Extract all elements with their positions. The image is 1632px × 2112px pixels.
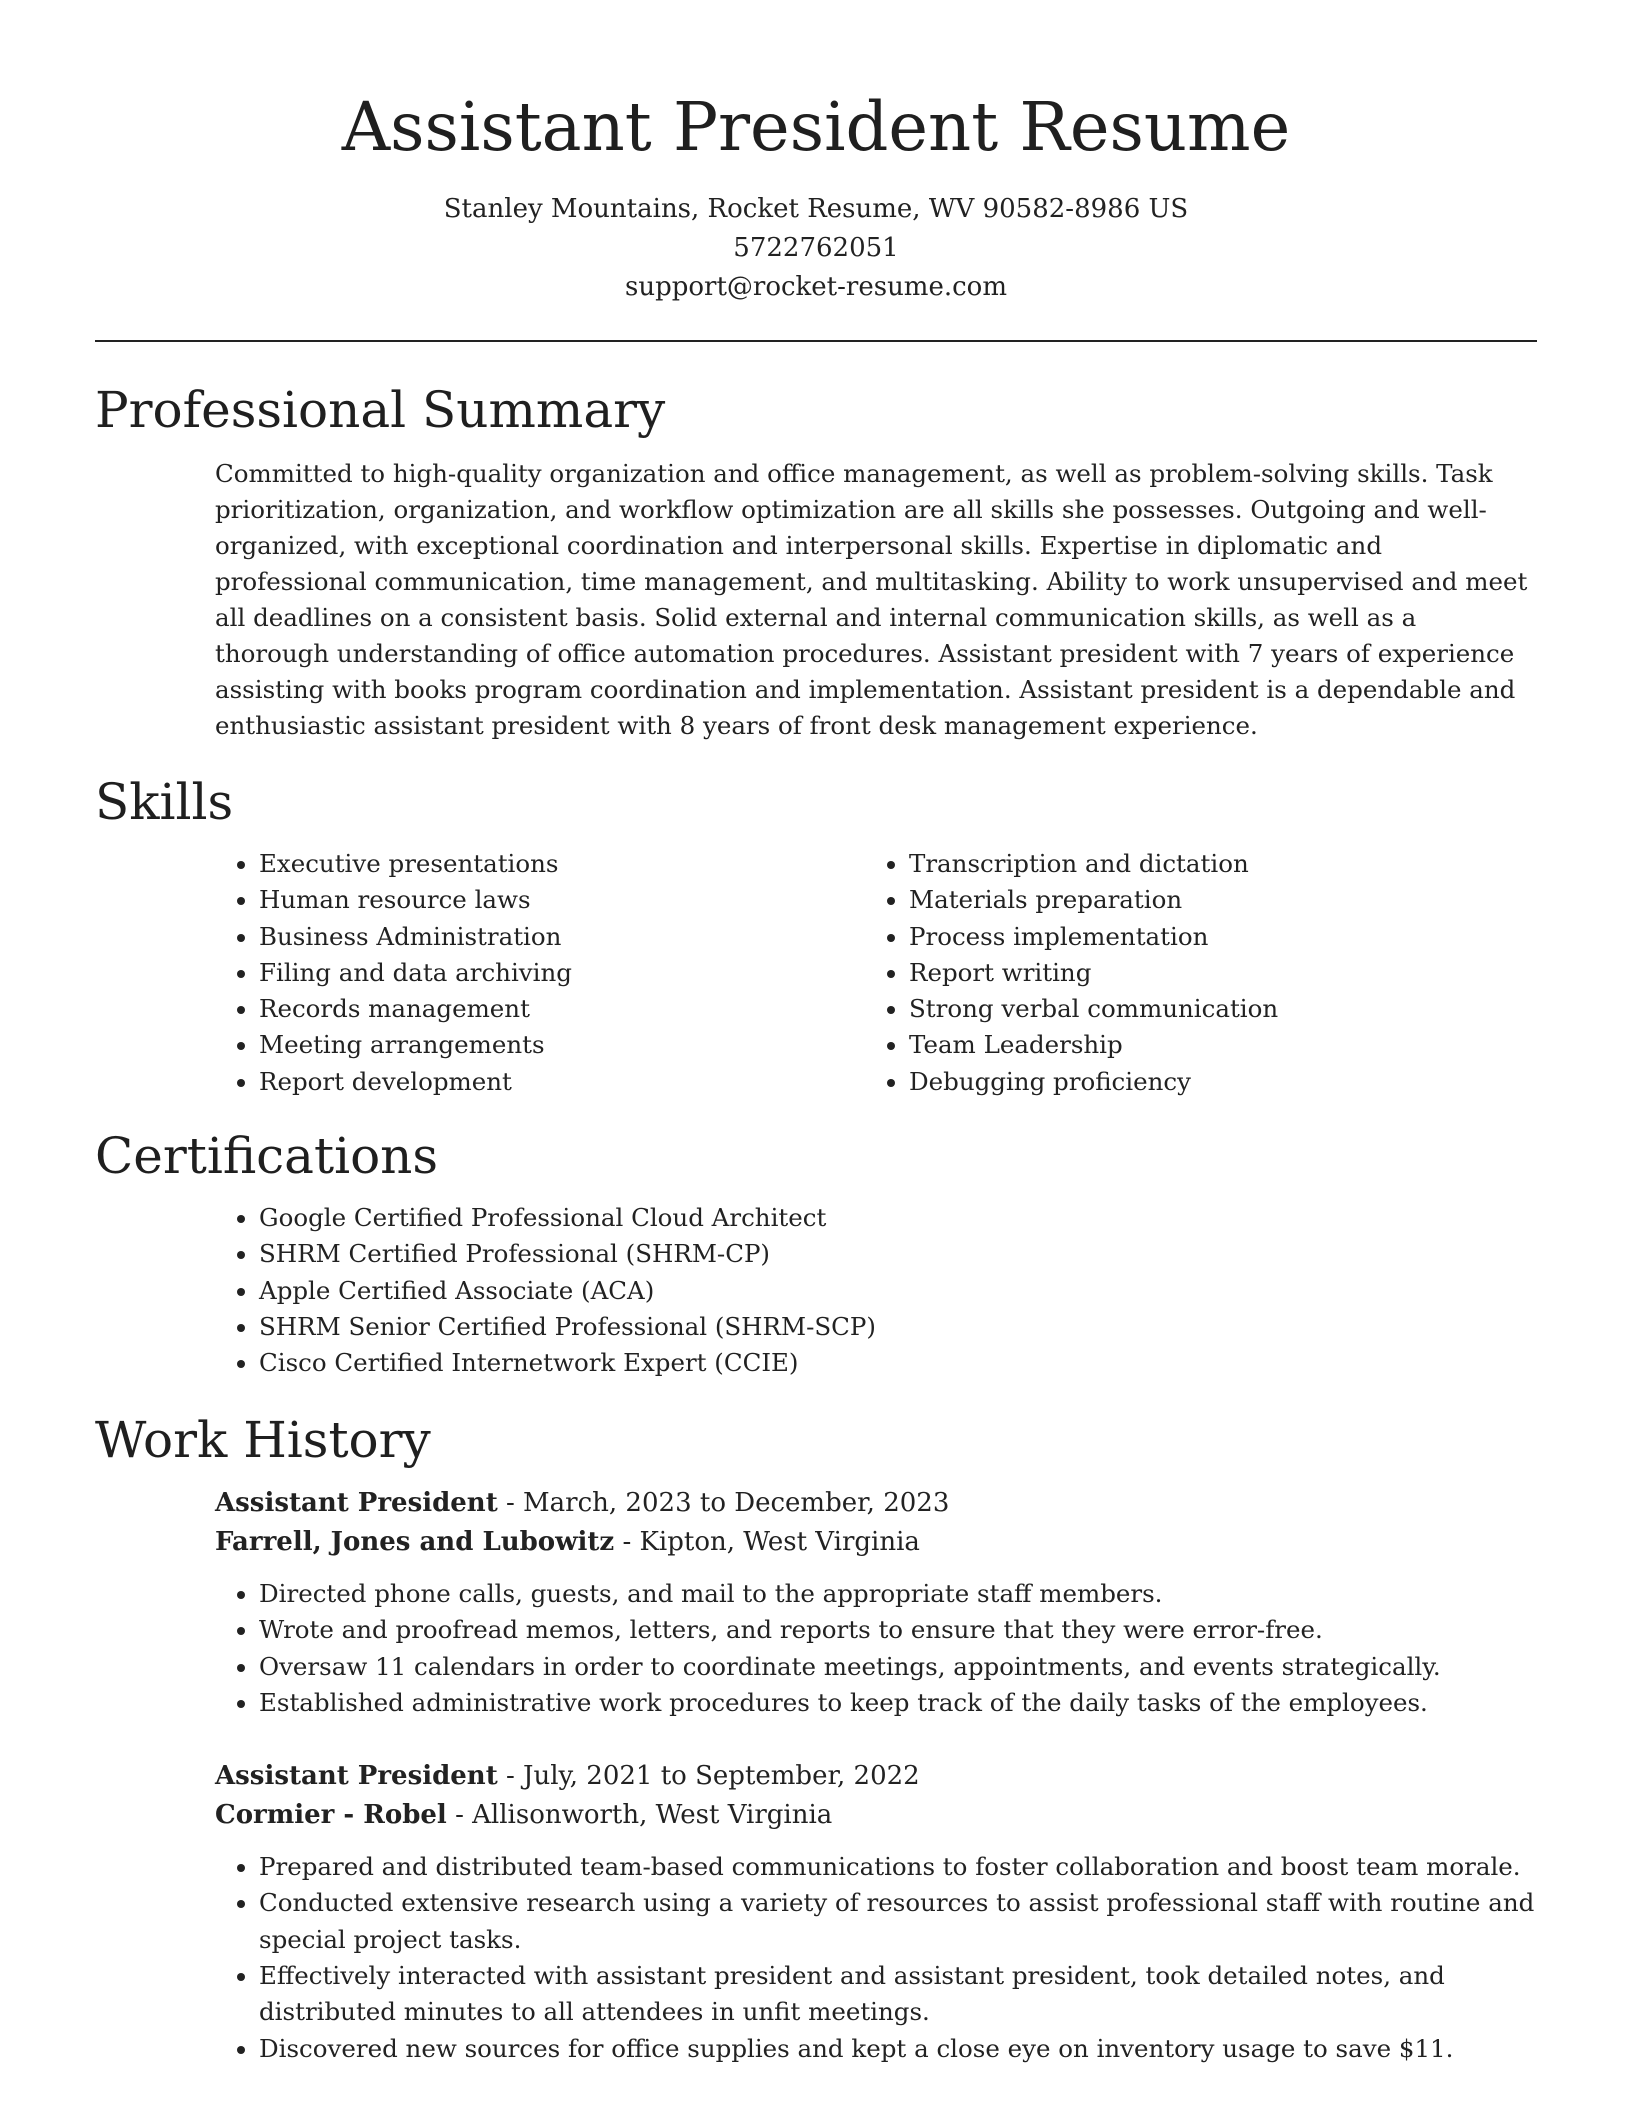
skills-list-left [215,846,865,1100]
skills-column-left [215,846,865,1100]
job-dates: - July, 2021 to September, 2022 [497,1761,920,1792]
skill-item: • Report development [259,1064,865,1100]
contact-info [0,190,1632,307]
skills-column-right [865,846,1515,1100]
contact-phone: 5722762051 [733,233,899,263]
job-duty-item: • Effectively interacted with assistant president and assistant president, took detailed notes, and distributed minutes to all attendees in unfit meetings. [259,1958,1537,2031]
skills-heading: Skills [95,773,234,831]
work-history-heading: Work History [95,1411,431,1469]
certifications-heading: Certifications [95,1127,439,1185]
job-duty-item: • Conducted extensive research using a variety of resources to assist professional staff with routine and special project tasks. [259,1885,1537,1958]
summary-text: Committed to high-quality organization and office management, as well as problem-solving skills. Task prioritization, organization, and workflow optimization are all skills she possesses. Outgoing and well-organized, with exceptional coordination and interpersonal skills. Expertise in diplomatic and professional communication, time management, and multitasking. Ability to work unsupervised and meet all deadlines on a consistent basis. Solid external and internal communication skills, as well as a thorough understanding of office automation procedures. Assistant president with 7 years of experience assisting with books program coordination and implementation. Assistant president is a dependable and enthusiastic assistant president with 8 years of front desk management experience. [215,459,1528,740]
job-dates: - March, 2023 to December, 2023 [497,1488,950,1518]
certifications-section [95,1124,1537,1381]
skill-item: • Filing and data archiving [259,955,865,991]
skill-item: • Transcription and dictation [909,846,1515,882]
contact-address: Stanley Mountains, Rocket Resume, WV 90582-8986 US [443,194,1189,224]
certification-item: • SHRM Certified Professional (SHRM-CP) [259,1236,1537,1272]
contact-email: support@rocket-resume.com [624,272,1007,302]
certifications-body [215,1200,1537,1381]
skill-item: • Materials preparation [909,882,1515,918]
skill-item: • Report writing [909,955,1515,991]
summary-section [95,378,1537,744]
skill-item: • Records management [259,991,865,1027]
job-title: Assistant President [215,1488,498,1518]
page-title: Assistant President Resume [341,88,1291,166]
work-history-body [215,1484,1537,2067]
job-title-line [215,1757,1537,1796]
job-duties-list [215,1849,1537,2067]
skills-columns [215,846,1537,1100]
skill-item: • Strong verbal communication [909,991,1515,1027]
resume-header [0,0,1632,307]
certification-item: • Google Certified Professional Cloud Architect [259,1200,1537,1236]
job-title-line [215,1484,1537,1523]
job-duty-item: • Established administrative work procedures to keep track of the daily tasks of the employees. [259,1685,1537,1721]
skill-item: • Process implementation [909,919,1515,955]
job-entry [215,1484,1537,1721]
job-company-line [215,1523,1537,1562]
job-duty-item: • Wrote and proofread memos, letters, and reports to ensure that they were error-free. [259,1612,1537,1648]
job-location: - Allisonworth, West Virginia [446,1800,833,1831]
job-duty-item: • Oversaw 11 calendars in order to coordinate meetings, appointments, and events strategically. [259,1649,1537,1685]
skill-item: • Team Leadership [909,1027,1515,1063]
job-company-line [215,1796,1537,1835]
certifications-list [215,1200,1537,1381]
job-duty-item: • Discovered new sources for office supplies and kept a close eye on inventory usage to save $11. [259,2031,1537,2067]
certification-item: • Apple Certified Associate (ACA) [259,1273,1537,1309]
skill-item: • Human resource laws [259,882,865,918]
skill-item: • Meeting arrangements [259,1027,865,1063]
certification-item: • Cisco Certified Internetwork Expert (CCIE) [259,1345,1537,1381]
job-location: - Kipton, West Virginia [614,1527,920,1557]
skill-item: • Debugging proficiency [909,1064,1515,1100]
job-entry [215,1757,1537,2067]
job-company: Cormier - Robel [215,1800,447,1831]
work-history-section [95,1408,1537,2067]
job-duties-list [215,1576,1537,1721]
skills-list-right [865,846,1515,1100]
skill-item: • Executive presentations [259,846,865,882]
job-company: Farrell, Jones and Lubowitz [215,1527,615,1557]
job-duty-item: • Prepared and distributed team-based communications to foster collaboration and boost team morale. [259,1849,1537,1885]
skills-body [215,846,1537,1100]
header-divider [95,340,1537,342]
summary-heading: Professional Summary [95,381,666,439]
job-title: Assistant President [215,1761,498,1792]
skills-section [95,770,1537,1100]
certification-item: • SHRM Senior Certified Professional (SHRM-SCP) [259,1309,1537,1345]
skill-item: • Business Administration [259,919,865,955]
summary-body [215,456,1537,744]
job-duty-item: • Directed phone calls, guests, and mail to the appropriate staff members. [259,1576,1537,1612]
